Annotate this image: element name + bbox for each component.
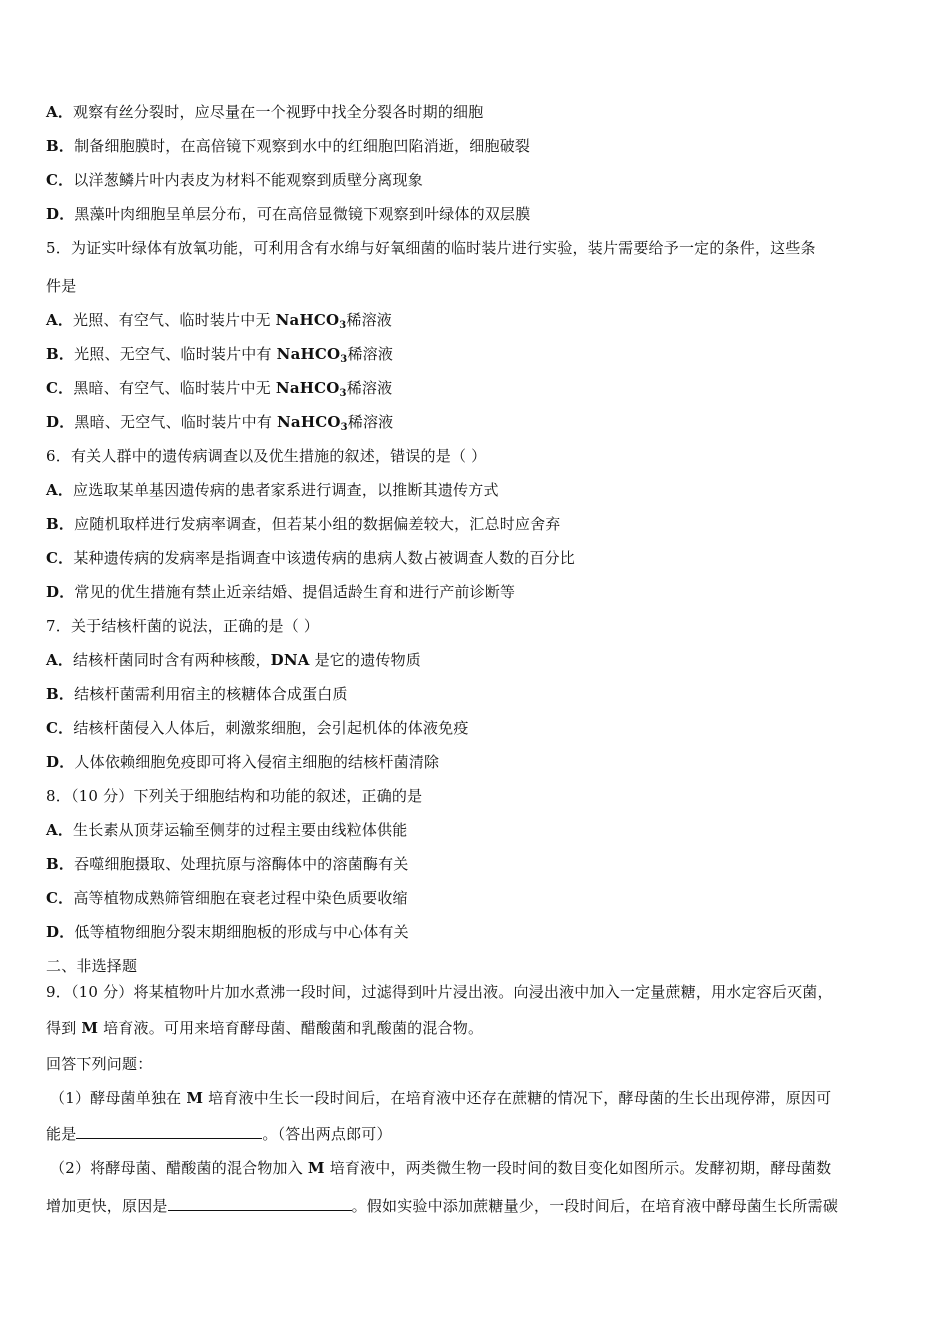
chemical-formula: NaHCO — [276, 345, 341, 363]
chemical-formula: NaHCO — [277, 413, 341, 431]
q5-option-b — [46, 344, 910, 370]
q8-option-a — [46, 820, 910, 840]
option-letter: C． — [46, 889, 74, 907]
chemical-subscript: 3 — [339, 320, 347, 331]
q5-stem-line1: 5．为证实叶绿体有放氧功能，可利用含有水绵与好氧细菌的临时装片进行实验，装片需要给予一定的条件，这些条 — [46, 239, 816, 257]
chemical-subscript: 3 — [339, 388, 347, 399]
q9-text-tail: 培育液。可用来培育酵母菌、醋酸菌和乳酸菌的混合物。 — [98, 1019, 484, 1037]
option-letter: A． — [46, 481, 74, 499]
option-text: 黑藻叶肉细胞呈单层分布，可在高倍显微镜下观察到叶绿体的双层膜 — [74, 205, 531, 223]
option-text: 制备细胞膜时，在高倍镜下观察到水中的红细胞凹陷消逝，细胞破裂 — [74, 137, 531, 155]
option-text: 黑暗、无空气、临时装片中有 — [74, 413, 277, 431]
q9-part2-line1 — [50, 1158, 910, 1178]
medium-label: M — [186, 1089, 204, 1107]
option-text: 低等植物细胞分裂末期细胞板的形成与中心体有关 — [74, 923, 409, 941]
q5-option-a — [46, 310, 910, 336]
option-letter: A． — [46, 821, 74, 839]
option-text-tail: 是它的遗传物质 — [309, 651, 421, 669]
option-letter: D． — [46, 413, 75, 431]
option-text: 吞噬细胞摄取、处理抗原与溶酶体中的溶菌酶有关 — [74, 855, 409, 873]
option-letter: D． — [46, 583, 75, 601]
q9-stem-line1: 9．（10 分）将某植物叶片加水煮沸一段时间，过滤得到叶片浸出液。向浸出液中加入一定量蔗糖，用水定容后灭菌， — [46, 983, 833, 1001]
medium-label: M — [81, 1019, 99, 1037]
q7-stem: 7．关于结核杆菌的说法，正确的是（ ） — [46, 617, 320, 635]
q5-option-d — [46, 412, 910, 438]
q8-option-c — [46, 888, 910, 908]
q7-option-c — [46, 718, 910, 738]
q9-part2-text: 增加更快，原因是 — [46, 1197, 168, 1215]
chemical-subscript: 3 — [340, 354, 348, 365]
q9-text: 得到 — [46, 1019, 82, 1037]
q9-stem-line2 — [46, 1018, 910, 1038]
q6-option-b — [46, 514, 910, 534]
option-text-tail: 稀溶液 — [347, 413, 394, 431]
option-text: 常见的优生措施有禁止近亲结婚、提倡适龄生育和进行产前诊断等 — [74, 583, 516, 601]
section-heading: 二、非选择题 — [46, 957, 138, 975]
q8-option-b — [46, 854, 910, 874]
option-letter: B． — [46, 685, 75, 703]
q9-part1-line1 — [50, 1088, 910, 1108]
option-text-tail: 稀溶液 — [347, 345, 394, 363]
q9-part2-text: （2）将酵母菌、醋酸菌的混合物加入 — [50, 1159, 308, 1177]
option-letter: C． — [46, 549, 74, 567]
option-text: 黑暗、有空气、临时装片中无 — [73, 379, 276, 397]
option-text: 结核杆菌需利用宿主的核糖体合成蛋白质 — [74, 685, 348, 703]
option-text: 结核杆菌同时含有两种核酸， — [73, 651, 271, 669]
answer-blank[interactable] — [76, 1124, 262, 1139]
q9-part1-line2 — [46, 1124, 910, 1144]
q9-part1-text: （1）酵母菌单独在 — [50, 1089, 187, 1107]
option-text: 应随机取样进行发病率调查，但若某小组的数据偏差较大，汇总时应舍弃 — [74, 515, 561, 533]
option-text: 结核杆菌侵入人体后，刺激浆细胞，会引起机体的体液免疫 — [73, 719, 469, 737]
q6-option-d — [46, 582, 910, 602]
chemical-formula: NaHCO — [275, 311, 340, 329]
q9-part1-text-tail: 培育液中生长一段时间后，在培育液中还存在蔗糖的情况下，酵母菌的生长出现停滞，原因可 — [203, 1089, 832, 1107]
q9-prompt: 回答下列问题： — [46, 1055, 153, 1073]
option-letter: D． — [46, 923, 75, 941]
option-letter: A． — [46, 311, 74, 329]
option-text-tail: 稀溶液 — [346, 379, 393, 397]
chemical-subscript: 3 — [340, 422, 348, 433]
chemical-formula: NaHCO — [275, 379, 340, 397]
q4-option-d — [46, 204, 910, 224]
option-text: 高等植物成熟筛管细胞在衰老过程中染色质要收缩 — [73, 889, 408, 907]
option-letter: A． — [46, 651, 74, 669]
q7-option-b — [46, 684, 910, 704]
option-text: 观察有丝分裂时，应尽量在一个视野中找全分裂各时期的细胞 — [73, 103, 484, 121]
q9-part2-line2 — [46, 1196, 910, 1216]
option-letter: B． — [46, 855, 75, 873]
answer-blank[interactable] — [168, 1196, 352, 1211]
option-letter: C． — [46, 171, 74, 189]
option-letter: D． — [46, 753, 75, 771]
q4-option-b — [46, 136, 910, 156]
option-letter: C． — [46, 719, 74, 737]
option-text: 应选取某单基因遗传病的患者家系进行调查，以推断其遗传方式 — [73, 481, 499, 499]
q9-part2-text-tail: 培育液中，两类微生物一段时间的数目变化如图所示。发酵初期，酵母菌数 — [324, 1159, 832, 1177]
q5-option-c — [46, 378, 910, 404]
q8-option-d — [46, 922, 910, 942]
q6-option-a — [46, 480, 910, 500]
q6-option-c — [46, 548, 910, 568]
q4-option-a — [46, 102, 910, 122]
option-text: 以洋葱鳞片叶内表皮为材料不能观察到质壁分离现象 — [73, 171, 423, 189]
option-text: 光照、无空气、临时装片中有 — [74, 345, 277, 363]
option-letter: B． — [46, 345, 75, 363]
q4-option-c — [46, 170, 910, 190]
q7-option-d — [46, 752, 910, 772]
q7-option-a — [46, 650, 910, 670]
q9-part1-hint: 。（答出两点郎可） — [262, 1125, 392, 1143]
q6-stem: 6．有关人群中的遗传病调查以及优生措施的叙述，错误的是（ ） — [46, 447, 487, 465]
option-letter: B． — [46, 137, 75, 155]
medium-label: M — [307, 1159, 325, 1177]
q5-stem-line2: 件是 — [46, 277, 77, 295]
option-letter: A． — [46, 103, 74, 121]
option-text: 人体依赖细胞免疫即可将入侵宿主细胞的结核杆菌清除 — [74, 753, 440, 771]
q9-part1-text: 能是 — [46, 1125, 77, 1143]
q8-stem: 8．（10 分）下列关于细胞结构和功能的叙述，正确的是 — [46, 787, 423, 805]
option-text-tail: 稀溶液 — [346, 311, 393, 329]
option-text: 光照、有空气、临时装片中无 — [73, 311, 276, 329]
q9-part2-text-tail: 。假如实验中添加蔗糖量少，一段时间后，在培育液中酵母菌生长所需碳 — [351, 1197, 839, 1215]
option-letter: C． — [46, 379, 74, 397]
dna-term: DNA — [270, 651, 310, 669]
option-letter: D． — [46, 205, 75, 223]
option-text: 生长素从顶芽运输至侧芽的过程主要由线粒体供能 — [73, 821, 408, 839]
option-text: 某种遗传病的发病率是指调查中该遗传病的患病人数占被调查人数的百分比 — [73, 549, 575, 567]
option-letter: B． — [46, 515, 75, 533]
